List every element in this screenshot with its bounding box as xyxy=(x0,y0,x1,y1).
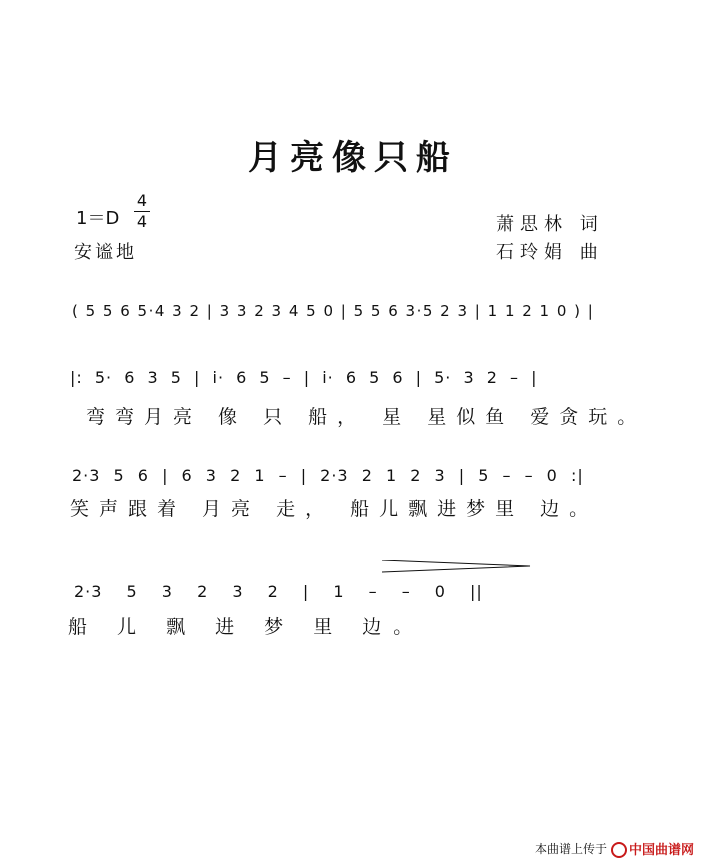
time-signature xyxy=(134,192,150,231)
notation-line-2: |: 5· 6 3 5 | i· 6 5 – | i· 6 5 6 | 5· 3 2 – | xyxy=(70,368,538,387)
lyrics-line-2: 弯弯月亮 像 只 船， 星 星似鱼 爱贪玩。 xyxy=(86,406,647,428)
expression-mark: 安谧地 xyxy=(74,242,137,263)
composer-credit: 石玲娟 曲 xyxy=(496,242,604,263)
score-title: 月亮像只船 xyxy=(248,138,458,178)
time-signature-top: 4 xyxy=(136,191,148,210)
notation-line-3: 2·3 5 6 | 6 3 2 1 – | 2·3 2 1 2 3 | 5 – – 0 :| xyxy=(72,466,584,485)
notation-line-1: ( 5 5 6 5·4 3 2 | 3 3 2 3 4 5 0 | 5 5 6 3·5 2 3 | 1 1 2 1 0 ) | xyxy=(72,302,595,320)
site-logo: 中国曲谱网 xyxy=(611,839,694,859)
logo-icon xyxy=(611,842,627,858)
decrescendo-mark xyxy=(382,560,532,580)
footer-text: 本曲谱上传于 xyxy=(534,841,607,856)
footer xyxy=(535,839,694,859)
lyrics-line-3: 笑声跟着 月亮 走， 船儿飘进梦里 边。 xyxy=(70,498,599,520)
notation-line-4: 2·3 5 3 2 3 2 | 1 – – 0 || xyxy=(74,582,483,601)
lyricist-credit: 萧思林 词 xyxy=(496,214,604,235)
key-signature: 1＝D xyxy=(76,208,120,229)
time-signature-bottom: 4 xyxy=(136,212,148,231)
lyrics-line-4: 船 儿 飘 进 梦 里 边。 xyxy=(68,616,425,638)
